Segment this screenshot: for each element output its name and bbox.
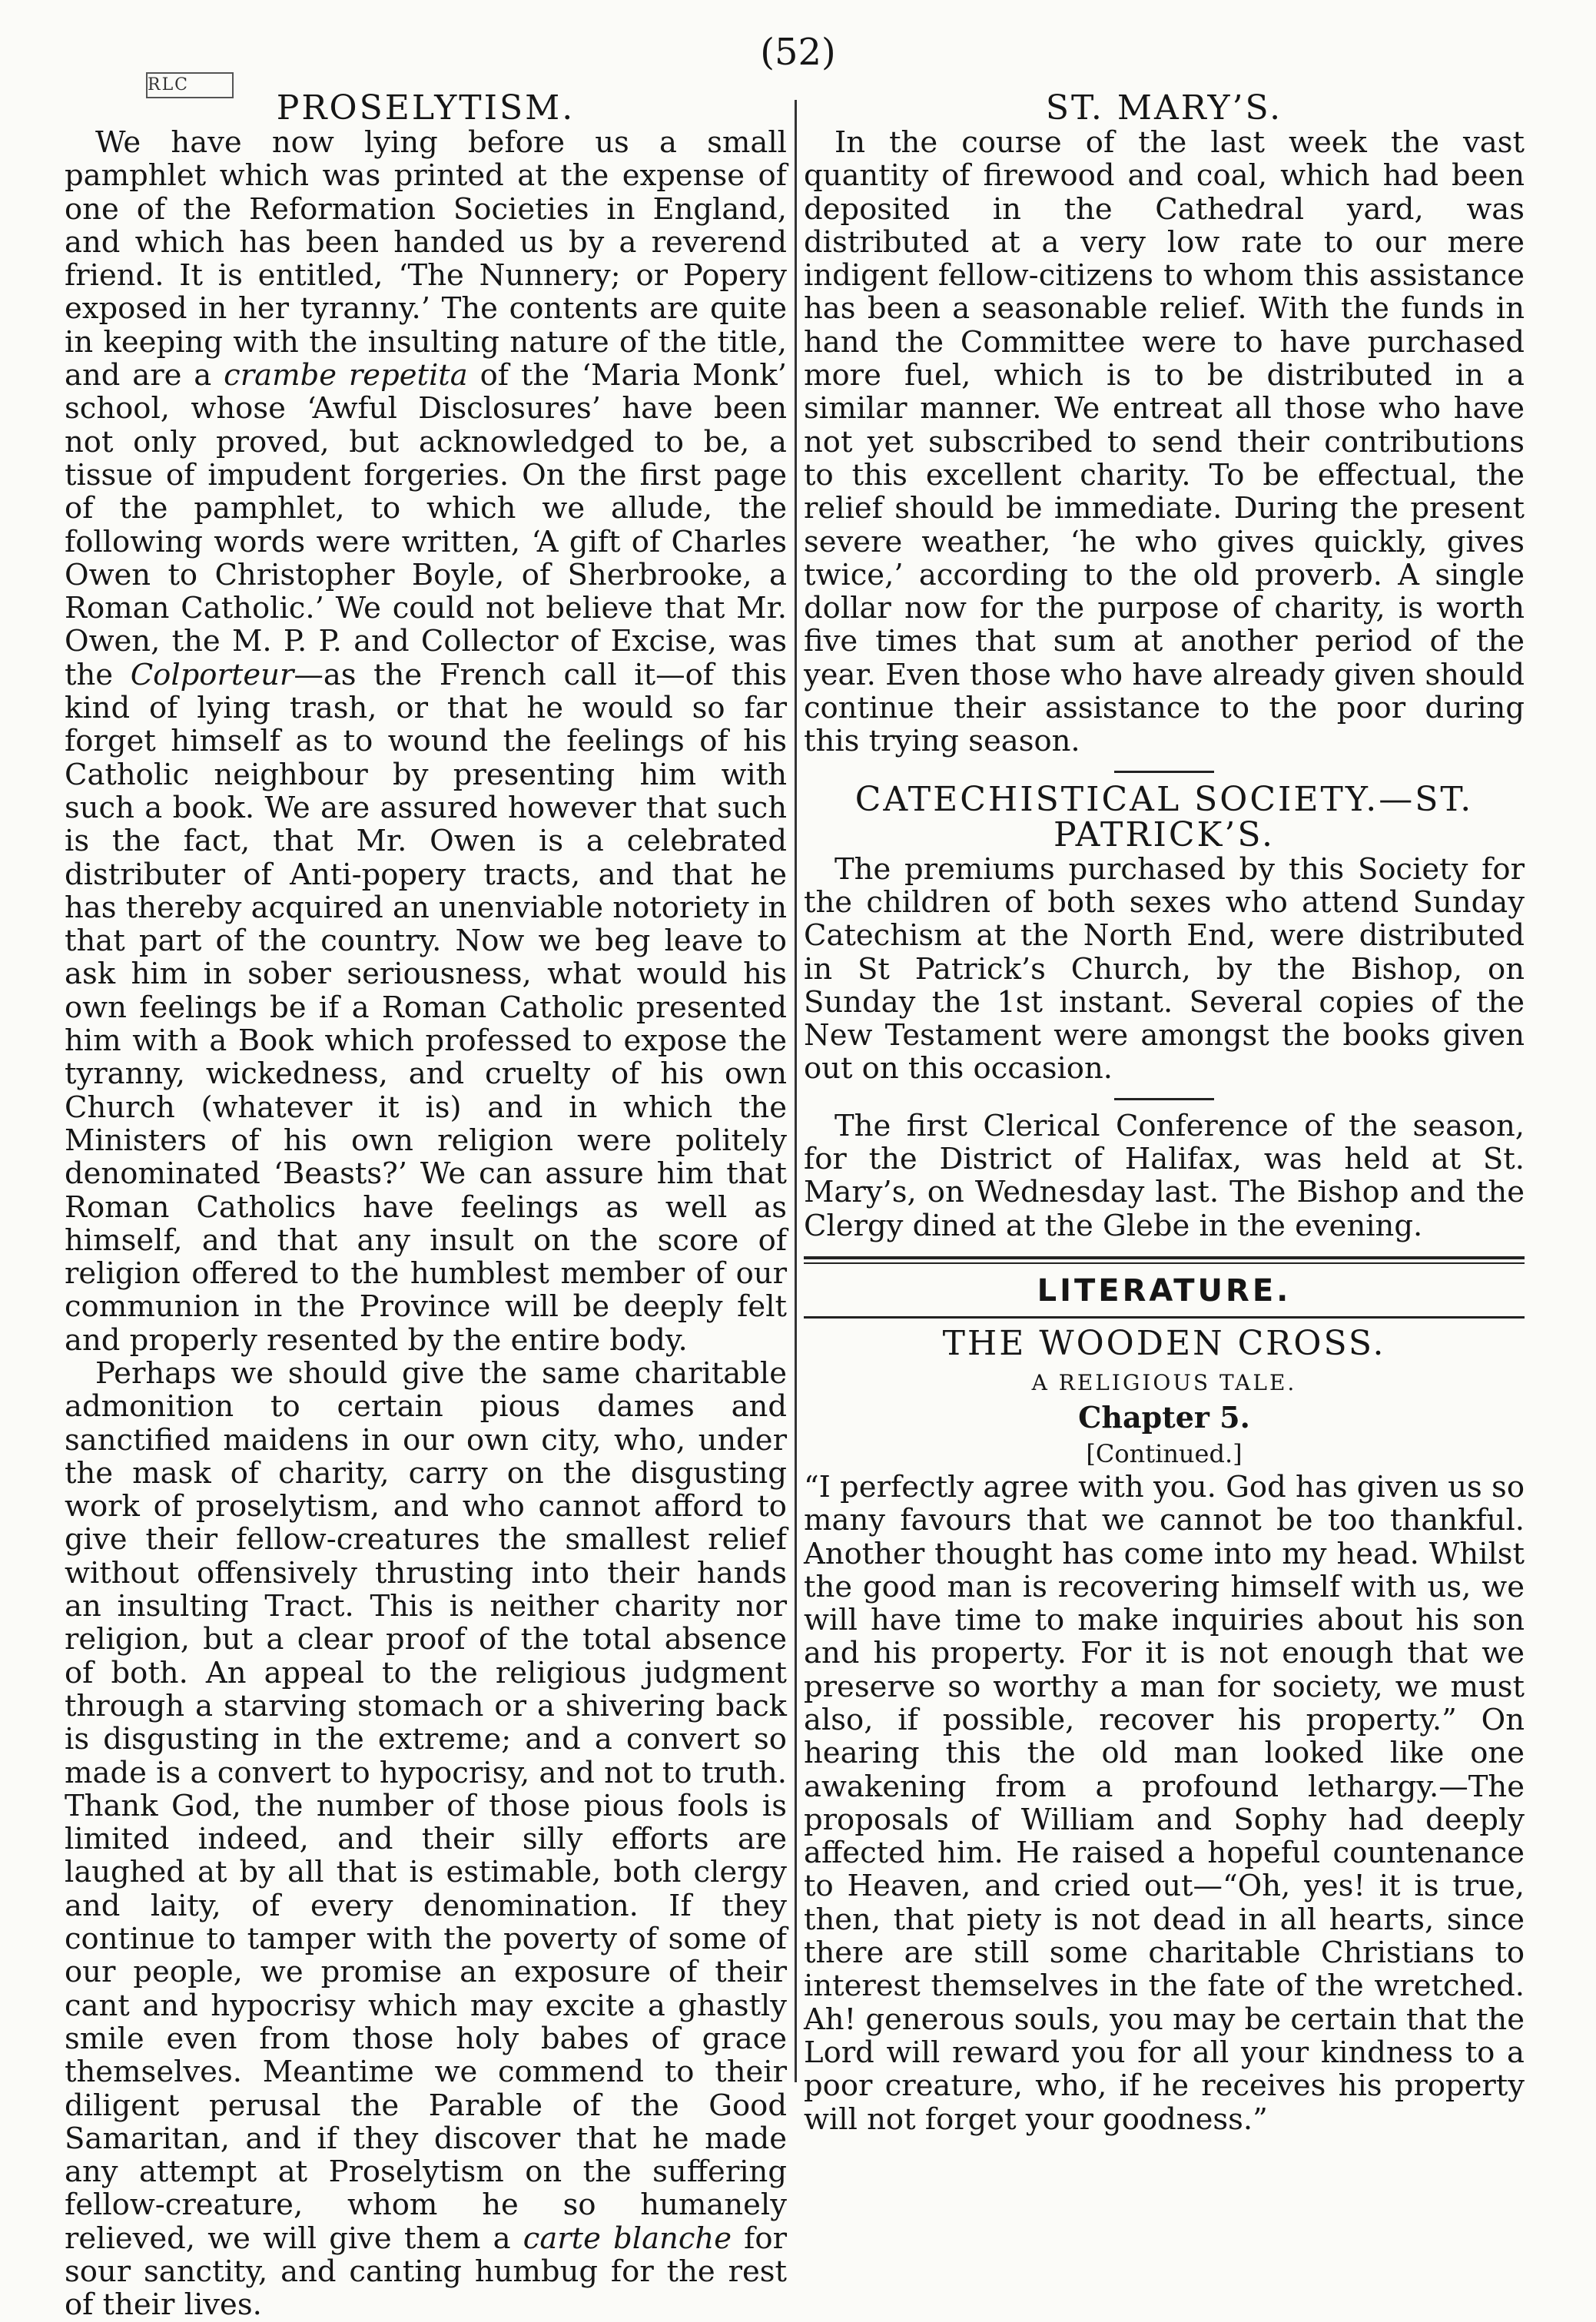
chapter-heading: Chapter 5. [1078,1399,1250,1435]
column-divider [795,100,797,2082]
text-run: of the ‘Maria Monk’ school, whose ‘Awful Disclosures’ have been not only proved, but acknowledged to be, a tissue of impudent forgeries. On the first page of the pamphlet, to which we allude, the following words were written, ‘A gift of Charles Owen to Christopher Boyle, of Sherbrooke, a Roman Catholic.’ We could not believe that Mr. Owen, the M. P. P. and Collector of Excise, was the [65,358,787,692]
text-run: for sour sanctity, and canting humbug for the rest of their lives. [65,2221,788,2322]
text-run: —as the French call it—of this kind of lying trash, or that he would so far forget himself as to wound the feelings of his Catholic neighbour by presenting him with such a book. We are assured however that such is the fact, that Mr. Owen is a celebrated distributer of Anti-popery tracts, and that he has thereby acquired an unenviable notoriety in that part of the country. Now we beg leave to ask him in sober seriousness, what would his own feelings be if a Roman Catholic presented him with a Book which professed to expose the tyranny, wickedness, and cruelty of his own Church (whatever it is) and in which the Ministers of his own religion were politely denominated ‘Beasts?’ We can assure him that Roman Catholics have feelings as well as himself, and that any insult on the score of religion offered to the humblest member of our communion in the Province will be deeply felt and properly resented by the entire body. [65,657,787,1358]
text-run: We have now lying before us a small pamphlet which was printed at the expense of one of the Reformation Societies in England, and which has been handed us by a reverend friend. It is entitled, ‘The Nunnery; or Popery exposed in her tyranny.’ The contents are quite in keeping with the insulting nature of the title, and are a [65,125,787,393]
left-column [65,88,788,2322]
continued-note: [Continued.] [1086,1438,1243,1468]
catechistical-paragraph: The premiums purchased by this Society for the children of both sexes who attend Sunday Catechism at the North End, were distributed in St Patrick’s Church, by the Bishop, on Sunday the 1st instant. Several copies of the New Testament were amongst the books given out on this occasion. [804,851,1525,1086]
clerical-conference-paragraph: The first Clerical Conference of the season, for the District of Halifax, was held at St. Mary’s, on Wednesday last. The Bishop and the Clergy dined at the Glebe in the evening. [804,1108,1525,1243]
double-separator [804,1256,1525,1264]
separator [804,1316,1525,1319]
article-title-st-marys: ST. MARY’S. [1045,88,1283,128]
page-number: (52) [760,31,836,74]
proselytism-paragraph-2 [65,1357,787,2322]
story-paragraph: “I perfectly agree with you. God has given us so many favours that we cannot be too thankful. Another thought has come into my head. Whilst the good man is recovering himself with us, we will have time to make inquiries about his son and his property. For it is not enough that we preserve so worthy a man for society, we must also, if possible, recover his property.” On hearing this the old man looked like one awakening from a profound lethargy.—The proposals of William and Sophy had deeply affected him. He raised a hopeful countenance to Heaven, and cried out—“Oh, yes! it is true, then, that piety is not dead in all hearts, since there are still some charitable Christians to interest themselves in the fate of the wretched. Ah! generous souls, you may be certain that the Lord will reward you for all your kindness to a poor creature, who, if he receives his property will not forget your goodness.” [804,1469,1525,2137]
italic-run: carte blanche [523,2221,732,2256]
right-column [804,88,1525,2137]
st-marys-paragraph: In the course of the last week the vast quantity of firewood and coal, which had been deposited in the Cathedral yard, was distributed at a very low rate to our mere indigent fellow-citizens to whom this assistance has been a seasonable relief. With the funds in hand the Committee were to have purchased more fuel, which is to be distributed in a similar manner. We entreat all those who have not yet subscribed to send their contributions to this excellent charity. To be effectual, the relief should be immediate. During the present severe weather, ‘he who gives quickly, gives twice,’ according to the old proverb. A single dollar now for the purpose of charity, is worth five times that sum at another period of the year. Even those who have already given should continue their assistance to the poor during this trying season. [804,125,1525,759]
separator [1114,771,1214,773]
story-title: THE WOODEN CROSS. [942,1323,1386,1363]
italic-run: crambe repetita [224,358,468,393]
text-run: Perhaps we should give the same charitable admonition to certain pious dames and sanctified maidens in our own city, who, under the mask of charity, carry on the disgusting work of proselytism, and who cannot afford to give their fellow-creatures the smallest relief without offensively thrusting into their hands an insulting Tract. This is neither charity nor religion, but a clear proof of the total absence of both. An appeal to the religious judgment through a starving stomach or a shivering back is disgusting in the extreme; and a convert so made is a convert to hypocrisy, and not to truth. Thank God, the number of those pious fools is limited indeed, and their silly efforts are laughed at by all that is estimable, both clergy and laity, of every denomination. If they continue to tamper with the poverty of some of our people, we promise an exposure of their cant and hypocrisy which may excite a ghastly smile even from those holy babes of grace themselves. Meantime we commend to their diligent perusal the Parable of the Good Samaritan, and if they discover that he made any attempt at Proselytism on the suffering fellow-creature, whom he so humanely relieved, we will give them a [65,1355,787,2256]
library-stamp: RLC [146,72,234,98]
italic-run: Colporteur [130,657,294,692]
separator [1114,1098,1214,1100]
story-subtitle: A RELIGIOUS TALE. [1031,1369,1297,1395]
article-title-proselytism: PROSELYTISM. [276,88,576,128]
article-title-catechistical: CATECHISTICAL SOCIETY.—ST. PATRICK’S. [854,779,1474,854]
proselytism-paragraph-1 [65,126,787,1357]
section-heading-literature: LITERATURE. [1037,1272,1292,1309]
